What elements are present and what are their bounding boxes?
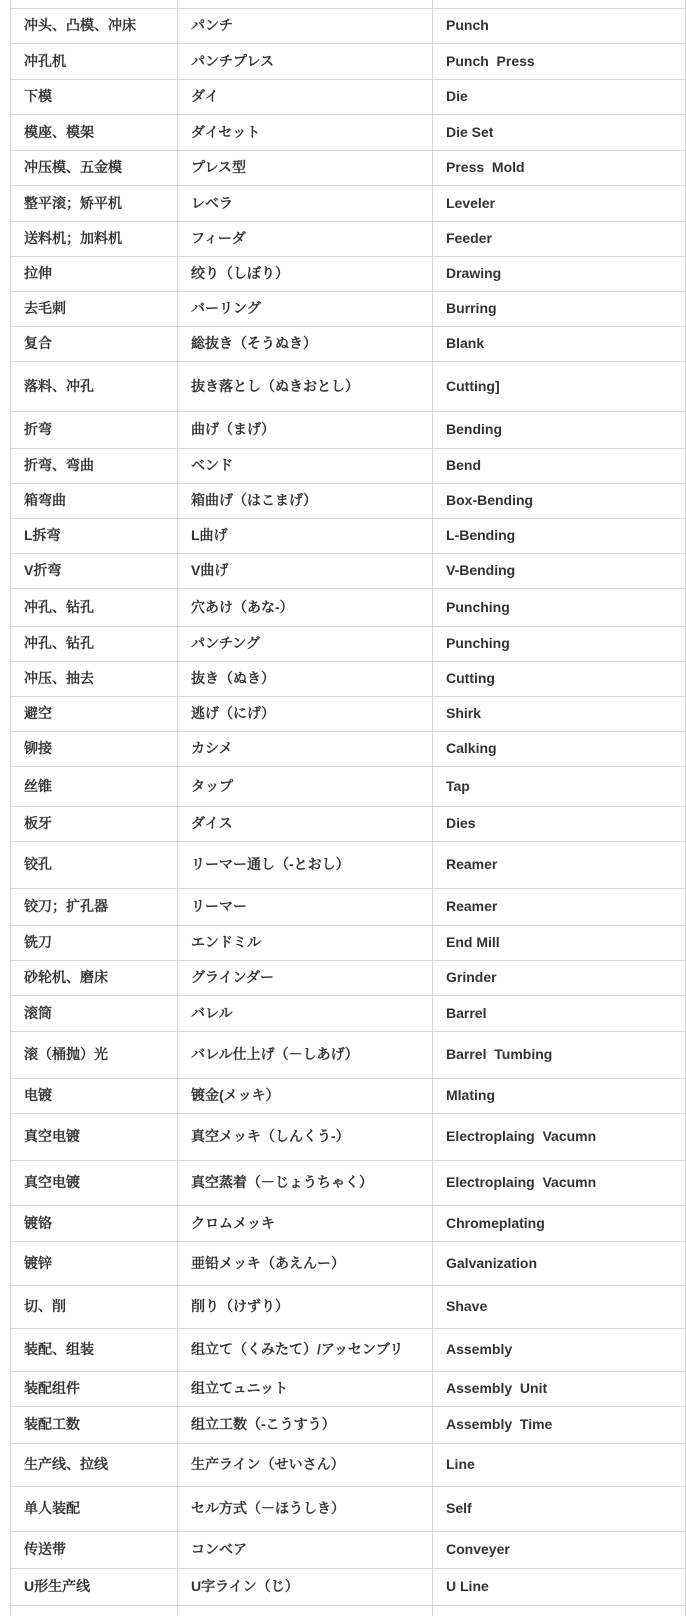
term-chinese: U形生产线 [11, 1569, 178, 1606]
term-japanese: パンチプレス [178, 44, 433, 80]
table-row [11, 807, 686, 842]
table-row [11, 449, 686, 484]
term-japanese: 组立てュニット [178, 1372, 433, 1407]
table-row [11, 186, 686, 222]
term-japanese: セル方式（－ほうしき） [178, 1487, 433, 1532]
term-chinese: 落料、冲孔 [11, 362, 178, 412]
table-row [11, 1161, 686, 1206]
term-japanese: L曲げ [178, 519, 433, 554]
table-row [11, 554, 686, 589]
term-chinese: 铆接 [11, 732, 178, 767]
term-japanese: 穴あけ（あな-） [178, 589, 433, 627]
table-row [11, 996, 686, 1032]
term-japanese: パンチング [178, 627, 433, 662]
term-chinese: 生产线、拉线 [11, 1444, 178, 1487]
term-english: Cutting [433, 662, 686, 697]
term-english: Box-Bending [433, 484, 686, 519]
term-chinese: V折弯 [11, 554, 178, 589]
term-japanese: タップ [178, 767, 433, 807]
term-japanese: 抜き落とし（ぬきおとし） [178, 362, 433, 412]
table-row [11, 1079, 686, 1114]
term-japanese: パンチ [178, 9, 433, 44]
table-row [11, 257, 686, 292]
term-english: Punching [433, 627, 686, 662]
term-chinese: 拉伸 [11, 257, 178, 292]
term-english: Electroplaing Vacumn [433, 1161, 686, 1206]
term-chinese: 铰孔 [11, 842, 178, 889]
term-japanese: 箱曲げ（はこまげ） [178, 484, 433, 519]
term-english: Shirk [433, 697, 686, 732]
term-chinese: 下模 [11, 80, 178, 115]
term-english: Self [433, 1487, 686, 1532]
term-english: Galvanization [433, 1242, 686, 1286]
term-japanese: 削り（けずり） [178, 1286, 433, 1329]
term-japanese: 组立工数（-こうすう） [178, 1407, 433, 1444]
term-chinese: 装配、组装 [11, 1329, 178, 1372]
table-row [11, 9, 686, 44]
term-english: Drawing [433, 257, 686, 292]
table-row [11, 1407, 686, 1444]
term-english: L-Bending [433, 519, 686, 554]
table-row [11, 44, 686, 80]
term-japanese: バレル [178, 996, 433, 1032]
table-row [11, 1206, 686, 1242]
term-english: U Line [433, 1569, 686, 1606]
term-english: Barrel [433, 996, 686, 1032]
term-english: Press Mold [433, 151, 686, 186]
term-english: Line [433, 1444, 686, 1487]
term-japanese: 総抜き（そうぬき） [178, 327, 433, 362]
term-english: End Mill [433, 926, 686, 961]
table-row [11, 842, 686, 889]
partial-row-top [11, 0, 686, 9]
term-japanese: フィーダ [178, 222, 433, 257]
term-japanese: プレス型 [178, 151, 433, 186]
term-japanese: リーマー通し（-とおし） [178, 842, 433, 889]
term-japanese: 亜铅メッキ（あえんー） [178, 1242, 433, 1286]
term-chinese: 冲孔、钻孔 [11, 589, 178, 627]
term-chinese: 砂轮机、磨床 [11, 961, 178, 996]
term-japanese: 抜き（ぬき） [178, 662, 433, 697]
term-japanese: 组立て（くみたて）/アッセンブリ [178, 1329, 433, 1372]
term-chinese: 镀铬 [11, 1206, 178, 1242]
table-row [11, 1032, 686, 1079]
term-english: Reamer [433, 842, 686, 889]
table-row [11, 327, 686, 362]
term-japanese: クロムメッキ [178, 1206, 433, 1242]
table-row [11, 697, 686, 732]
term-chinese: 复合 [11, 327, 178, 362]
term-chinese: L拆弯 [11, 519, 178, 554]
cell-cn [11, 0, 178, 9]
term-chinese: 装配组件 [11, 1372, 178, 1407]
term-chinese: 避空 [11, 697, 178, 732]
term-chinese: 冲孔机 [11, 44, 178, 80]
table-row [11, 961, 686, 996]
table-row [11, 589, 686, 627]
term-english: Bend [433, 449, 686, 484]
term-chinese: 板牙 [11, 807, 178, 842]
cell-en [433, 0, 686, 9]
term-japanese: 生产ライン（せいさん） [178, 1444, 433, 1487]
term-chinese: 丝锥 [11, 767, 178, 807]
term-chinese: 铣刀 [11, 926, 178, 961]
term-english: Assembly [433, 1329, 686, 1372]
table-row [11, 80, 686, 115]
term-japanese: グラインダー [178, 961, 433, 996]
table-row [11, 1242, 686, 1286]
term-japanese: 逃げ（にげ） [178, 697, 433, 732]
table-row [11, 889, 686, 926]
term-english: Blank [433, 327, 686, 362]
term-japanese: 绞り（しぼり） [178, 257, 433, 292]
term-english: Barrel Tumbing [433, 1032, 686, 1079]
term-japanese: 曲げ（まげ） [178, 412, 433, 449]
term-chinese: 滚筒 [11, 996, 178, 1032]
term-japanese: 真空蒸着（－じょうちゃく） [178, 1161, 433, 1206]
term-english: Cutting] [433, 362, 686, 412]
term-japanese: エンドミル [178, 926, 433, 961]
term-japanese: バーリング [178, 292, 433, 327]
term-japanese: ダイ [178, 80, 433, 115]
term-english: Burring [433, 292, 686, 327]
term-english: Punch Press [433, 44, 686, 80]
term-chinese: 送料机；加料机 [11, 222, 178, 257]
term-english: Punching [433, 589, 686, 627]
term-english: Conveyer [433, 1532, 686, 1569]
term-chinese: 切、削 [11, 1286, 178, 1329]
table-row [11, 484, 686, 519]
cell-en [433, 1606, 686, 1617]
term-english: Chromeplating [433, 1206, 686, 1242]
glossary-table-body [11, 0, 686, 1616]
term-chinese: 冲头、凸模、冲床 [11, 9, 178, 44]
term-english: Tap [433, 767, 686, 807]
term-english: Assembly Unit [433, 1372, 686, 1407]
term-japanese: ダイセット [178, 115, 433, 151]
table-row [11, 362, 686, 412]
term-chinese: 真空电镀 [11, 1114, 178, 1161]
term-japanese: ダイス [178, 807, 433, 842]
term-chinese: 电镀 [11, 1079, 178, 1114]
term-japanese: バレル仕上げ（－しあげ） [178, 1032, 433, 1079]
term-english: Reamer [433, 889, 686, 926]
term-japanese: リーマー [178, 889, 433, 926]
term-english: Leveler [433, 186, 686, 222]
term-english: Feeder [433, 222, 686, 257]
term-chinese: 装配工数 [11, 1407, 178, 1444]
table-row [11, 115, 686, 151]
term-english: Die Set [433, 115, 686, 151]
term-chinese: 铰刀；扩孔器 [11, 889, 178, 926]
table-row [11, 151, 686, 186]
term-english: Mlating [433, 1079, 686, 1114]
term-japanese: ベンド [178, 449, 433, 484]
table-row [11, 292, 686, 327]
cell-jp [178, 1606, 433, 1617]
term-japanese: レベラ [178, 186, 433, 222]
term-chinese: 传送带 [11, 1532, 178, 1569]
term-english: Punch [433, 9, 686, 44]
term-chinese: 滚（桶抛）光 [11, 1032, 178, 1079]
table-row [11, 222, 686, 257]
table-row [11, 732, 686, 767]
table-row [11, 1569, 686, 1606]
table-row [11, 519, 686, 554]
term-chinese: 单人装配 [11, 1487, 178, 1532]
term-chinese: 箱弯曲 [11, 484, 178, 519]
term-japanese: コンベア [178, 1532, 433, 1569]
table-row [11, 926, 686, 961]
term-english: V-Bending [433, 554, 686, 589]
table-row [11, 1329, 686, 1372]
cell-jp [178, 0, 433, 9]
term-chinese: 冲压模、五金模 [11, 151, 178, 186]
table-row [11, 1444, 686, 1487]
term-english: Grinder [433, 961, 686, 996]
term-english: Calking [433, 732, 686, 767]
table-row [11, 412, 686, 449]
term-chinese: 模座、模架 [11, 115, 178, 151]
table-row [11, 662, 686, 697]
term-english: Electroplaing Vacumn [433, 1114, 686, 1161]
term-english: Bending [433, 412, 686, 449]
table-row [11, 1114, 686, 1161]
table-row [11, 1372, 686, 1407]
term-english: Dies [433, 807, 686, 842]
term-chinese: 真空电镀 [11, 1161, 178, 1206]
term-japanese: V曲げ [178, 554, 433, 589]
table-row [11, 1487, 686, 1532]
term-chinese: 去毛刺 [11, 292, 178, 327]
term-chinese: 镀锌 [11, 1242, 178, 1286]
term-english: Die [433, 80, 686, 115]
term-chinese: 折弯、弯曲 [11, 449, 178, 484]
table-row [11, 1532, 686, 1569]
cell-cn [11, 1606, 178, 1617]
glossary-table [10, 0, 686, 1616]
table-row [11, 1286, 686, 1329]
term-japanese: 真空メッキ（しんくう-） [178, 1114, 433, 1161]
term-english: Assembly Time [433, 1407, 686, 1444]
term-japanese: 镀金(メッキ） [178, 1079, 433, 1114]
table-row [11, 627, 686, 662]
term-chinese: 冲孔、钻孔 [11, 627, 178, 662]
term-japanese: カシメ [178, 732, 433, 767]
partial-row-bottom [11, 1606, 686, 1617]
term-english: Shave [433, 1286, 686, 1329]
term-chinese: 折弯 [11, 412, 178, 449]
table-row [11, 767, 686, 807]
term-chinese: 冲压、抽去 [11, 662, 178, 697]
term-chinese: 整平滚；矫平机 [11, 186, 178, 222]
term-japanese: U字ライン（じ） [178, 1569, 433, 1606]
